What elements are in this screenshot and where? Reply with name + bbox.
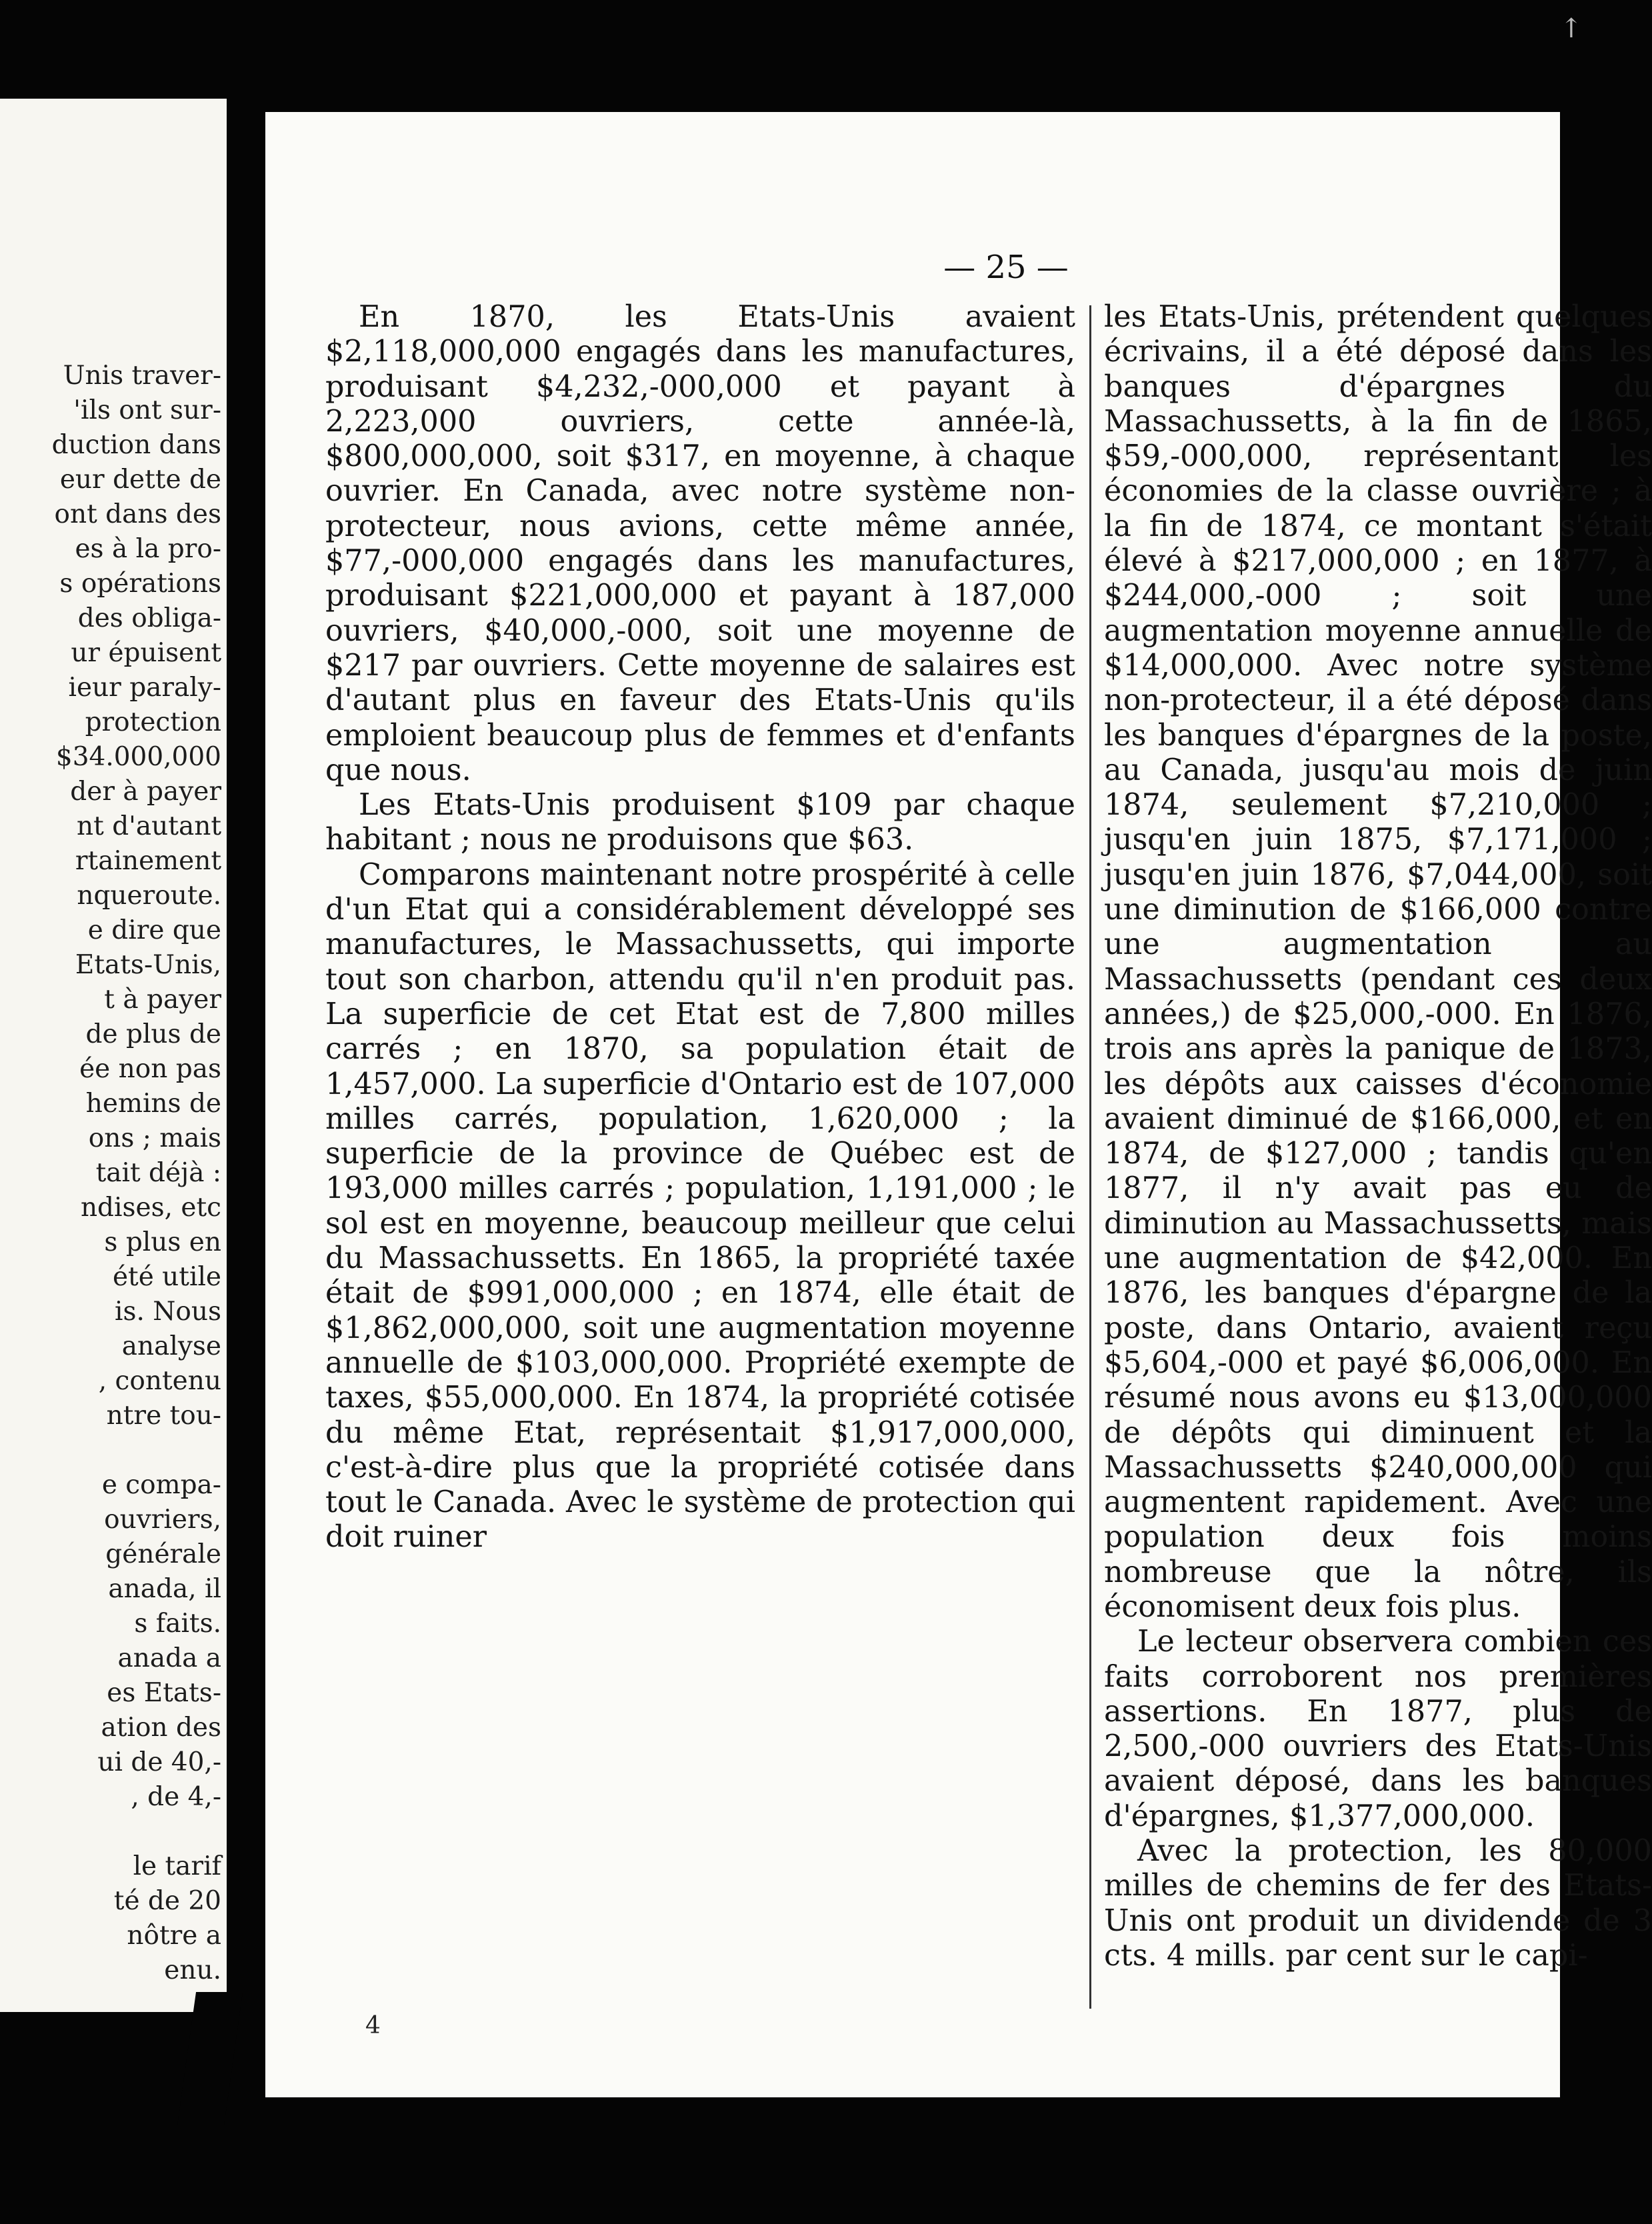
fragment-line: anada a [117, 1643, 221, 1673]
fragment-line: 'ils ont sur- [73, 395, 221, 425]
torn-edge [177, 1992, 243, 2125]
fragment-line: nqueroute. [77, 881, 221, 911]
fragment-line: été utile [112, 1262, 221, 1292]
fragment-line: t à payer [104, 985, 221, 1015]
page-number: — 25 — [943, 249, 1069, 286]
fragment-line: e dire que [87, 915, 221, 945]
column-divider [1089, 305, 1091, 2009]
fragment-line: s opérations [59, 569, 221, 599]
fragment-line: protection [85, 707, 221, 737]
paragraph: Comparons maintenant notre prospérité à celle d'un Etat qui a considérablement développé ses manufactures, le Massachussetts, qui importe tout son charbon, attendu qu'il n'en produit pas. La superficie de cet Etat est de 7,800 milles carrés ; en 1870, sa population était de 1,457,000. La superficie d'Ontario est de 107,000 milles carrés, population, 1,620,000 ; la superficie de la province de Québec est de 193,000 milles carrés ; population, 1,191,000 ; le sol est en moyenne, beaucoup meilleur que celui du Massachussetts. En 1865, la propriété taxée était de $991,000,000 ; en 1874, elle était de $1,862,000,000, soit une augmentation moyenne annuelle de $103,000,000. Propriété exempte de taxes, $55,000,000. En 1874, la propriété cotisée du même Etat, représentait $1,917,000,000, c'est-à-dire plus que la propriété cotisée dans tout le Canada. Avec le système de protection qui doit ruiner [325, 857, 1075, 1555]
fragment-line: ieur paraly- [68, 673, 221, 703]
left-page-text [0, 359, 221, 1988]
fragment-line: $34.000,000 [55, 742, 221, 772]
paragraph: En 1870, les Etats-Unis avaient $2,118,000,000 engagés dans les manufactures, produisant $4,232,-000,000 et payant à 2,223,000 ouvriers, cette année-là, $800,000,000, soit $317, en moyenne, à chaque ouvrier. En Canada, avec notre système non-protecteur, nous avions, cette même année, $77,-000,000 engagés dans les manufactures, produisant $221,000,000 et payant à 187,000 ouvriers, $40,000,-000, soit une moyenne de $217 par ouvriers. Cette moyenne de salaires est d'autant plus en faveur des Etats-Unis qu'ils emploient beaucoup plus de femmes et d'enfants que nous. [325, 300, 1075, 787]
fragment-line: générale [105, 1539, 221, 1569]
fragment-line: des obliga- [77, 603, 221, 633]
fragment-line: Etats-Unis, [75, 950, 221, 980]
fragment-line: ntre tou- [106, 1401, 221, 1431]
fragment-line: de plus de [85, 1019, 221, 1049]
fragment-line: der à payer [70, 777, 221, 807]
fragment-line: , de 4,- [131, 1782, 221, 1812]
fragment-line: ui de 40,- [97, 1747, 221, 1777]
fragment-line: is. Nous [114, 1297, 221, 1327]
signature-mark: 4 [365, 2012, 381, 2039]
fragment-line: ur épuisent [71, 638, 221, 668]
fragment-line: ée non pas [79, 1054, 221, 1084]
fragment-line: enu. [164, 1955, 221, 1985]
fragment-line: e compa- [101, 1470, 221, 1500]
fragment-line: duction dans [51, 430, 221, 460]
paragraph: les Etats-Unis, prétendent quelques écrivains, il a été déposé dans les banques d'épargnes du Massachussetts, à la fin de 1865, $59,-000,000, représentant les économies de la classe ouvrière ; à la fin de 1874, ce montant s'était élevé à $217,000,000 ; en 1877, à $244,000,-000 ; soit une augmentation moyenne annuelle de $14,000,000. Avec notre système non-protecteur, il a été déposé dans les banques d'épargnes de la poste, au Canada, jusqu'au mois de juin 1874, seulement $7,210,000 ; jusqu'en juin 1875, $7,171,000 ; jusqu'en juin 1876, $7,044,000, soit une diminution de $166,000 contre une augmentation au Massachussetts (pendant ces deux années,) de $25,000,-000. En 1876, trois ans après la panique de 1873, les dépôts aux caisses d'économie avaient diminué de $166,000, et en 1874, de $127,000 ; tandis qu'en 1877, il n'y avait pas eu de diminution au Massachussetts, mais une augmentation de $42,000. En 1876, les banques d'épargne de la poste, dans Ontario, avaient reçu $5,604,-000 et payé $6,006,000. En résumé nous avons eu $13,000,000 de dépôts qui diminuent et la Massachussetts $240,000,000 qui augmentent rapidement. Avec une population deux fois moins nombreuse que la nôtre, ils économisent deux fois plus. [1104, 300, 1652, 1624]
fragment-line: té de 20 [113, 1886, 221, 1916]
fragment-line: ation des [101, 1713, 221, 1743]
fragment-line: , contenu [98, 1366, 221, 1396]
fragment-line: nôtre a [127, 1921, 221, 1951]
fragment-line: s plus en [104, 1227, 221, 1257]
fragment-line [0, 1815, 221, 1849]
fragment-line: analyse [121, 1331, 221, 1361]
corner-mark: ↑ [1560, 13, 1583, 44]
fragment-line: s faits. [134, 1609, 221, 1639]
fragment-line: tait déjà : [95, 1158, 221, 1188]
paragraph: Avec la protection, les 80,000 milles de chemins de fer des Etats-Unis ont produit un dividende de 3 cts. 4 mills. par cent sur le capi- [1104, 1834, 1652, 1973]
paragraph: Les Etats-Unis produisent $109 par chaque habitant ; nous ne produisons que $63. [325, 788, 1075, 857]
fragment-line: anada, il [108, 1574, 221, 1604]
fragment-line: le tarif [133, 1851, 221, 1881]
fragment-line: ouvriers, [104, 1505, 221, 1535]
fragment-line: rtainement [75, 846, 221, 876]
paragraph: Le lecteur observera combien ces faits corroborent nos premières assertions. En 1877, plus de 2,500,-000 ouvriers des Etats-Unis avaient déposé, dans les banques d'épargnes, $1,377,000,000. [1104, 1625, 1652, 1833]
fragment-line: hemins de [85, 1089, 221, 1119]
fragment-line: ont dans des [54, 499, 221, 529]
fragment-line: ons ; mais [88, 1123, 221, 1153]
main-page [265, 112, 1652, 2097]
fragment-line: nt d'autant [77, 811, 221, 841]
fragment-line: es Etats- [107, 1678, 221, 1708]
fragment-line: Unis traver- [63, 361, 221, 391]
fragment-line [0, 1433, 221, 1468]
fragment-line: es à la pro- [75, 534, 221, 564]
left-page-fragment [0, 99, 227, 2012]
fragment-line: ndises, etc [80, 1193, 221, 1223]
fragment-line: eur dette de [59, 465, 221, 495]
right-column [1104, 300, 1652, 1973]
left-column [325, 300, 1075, 1555]
